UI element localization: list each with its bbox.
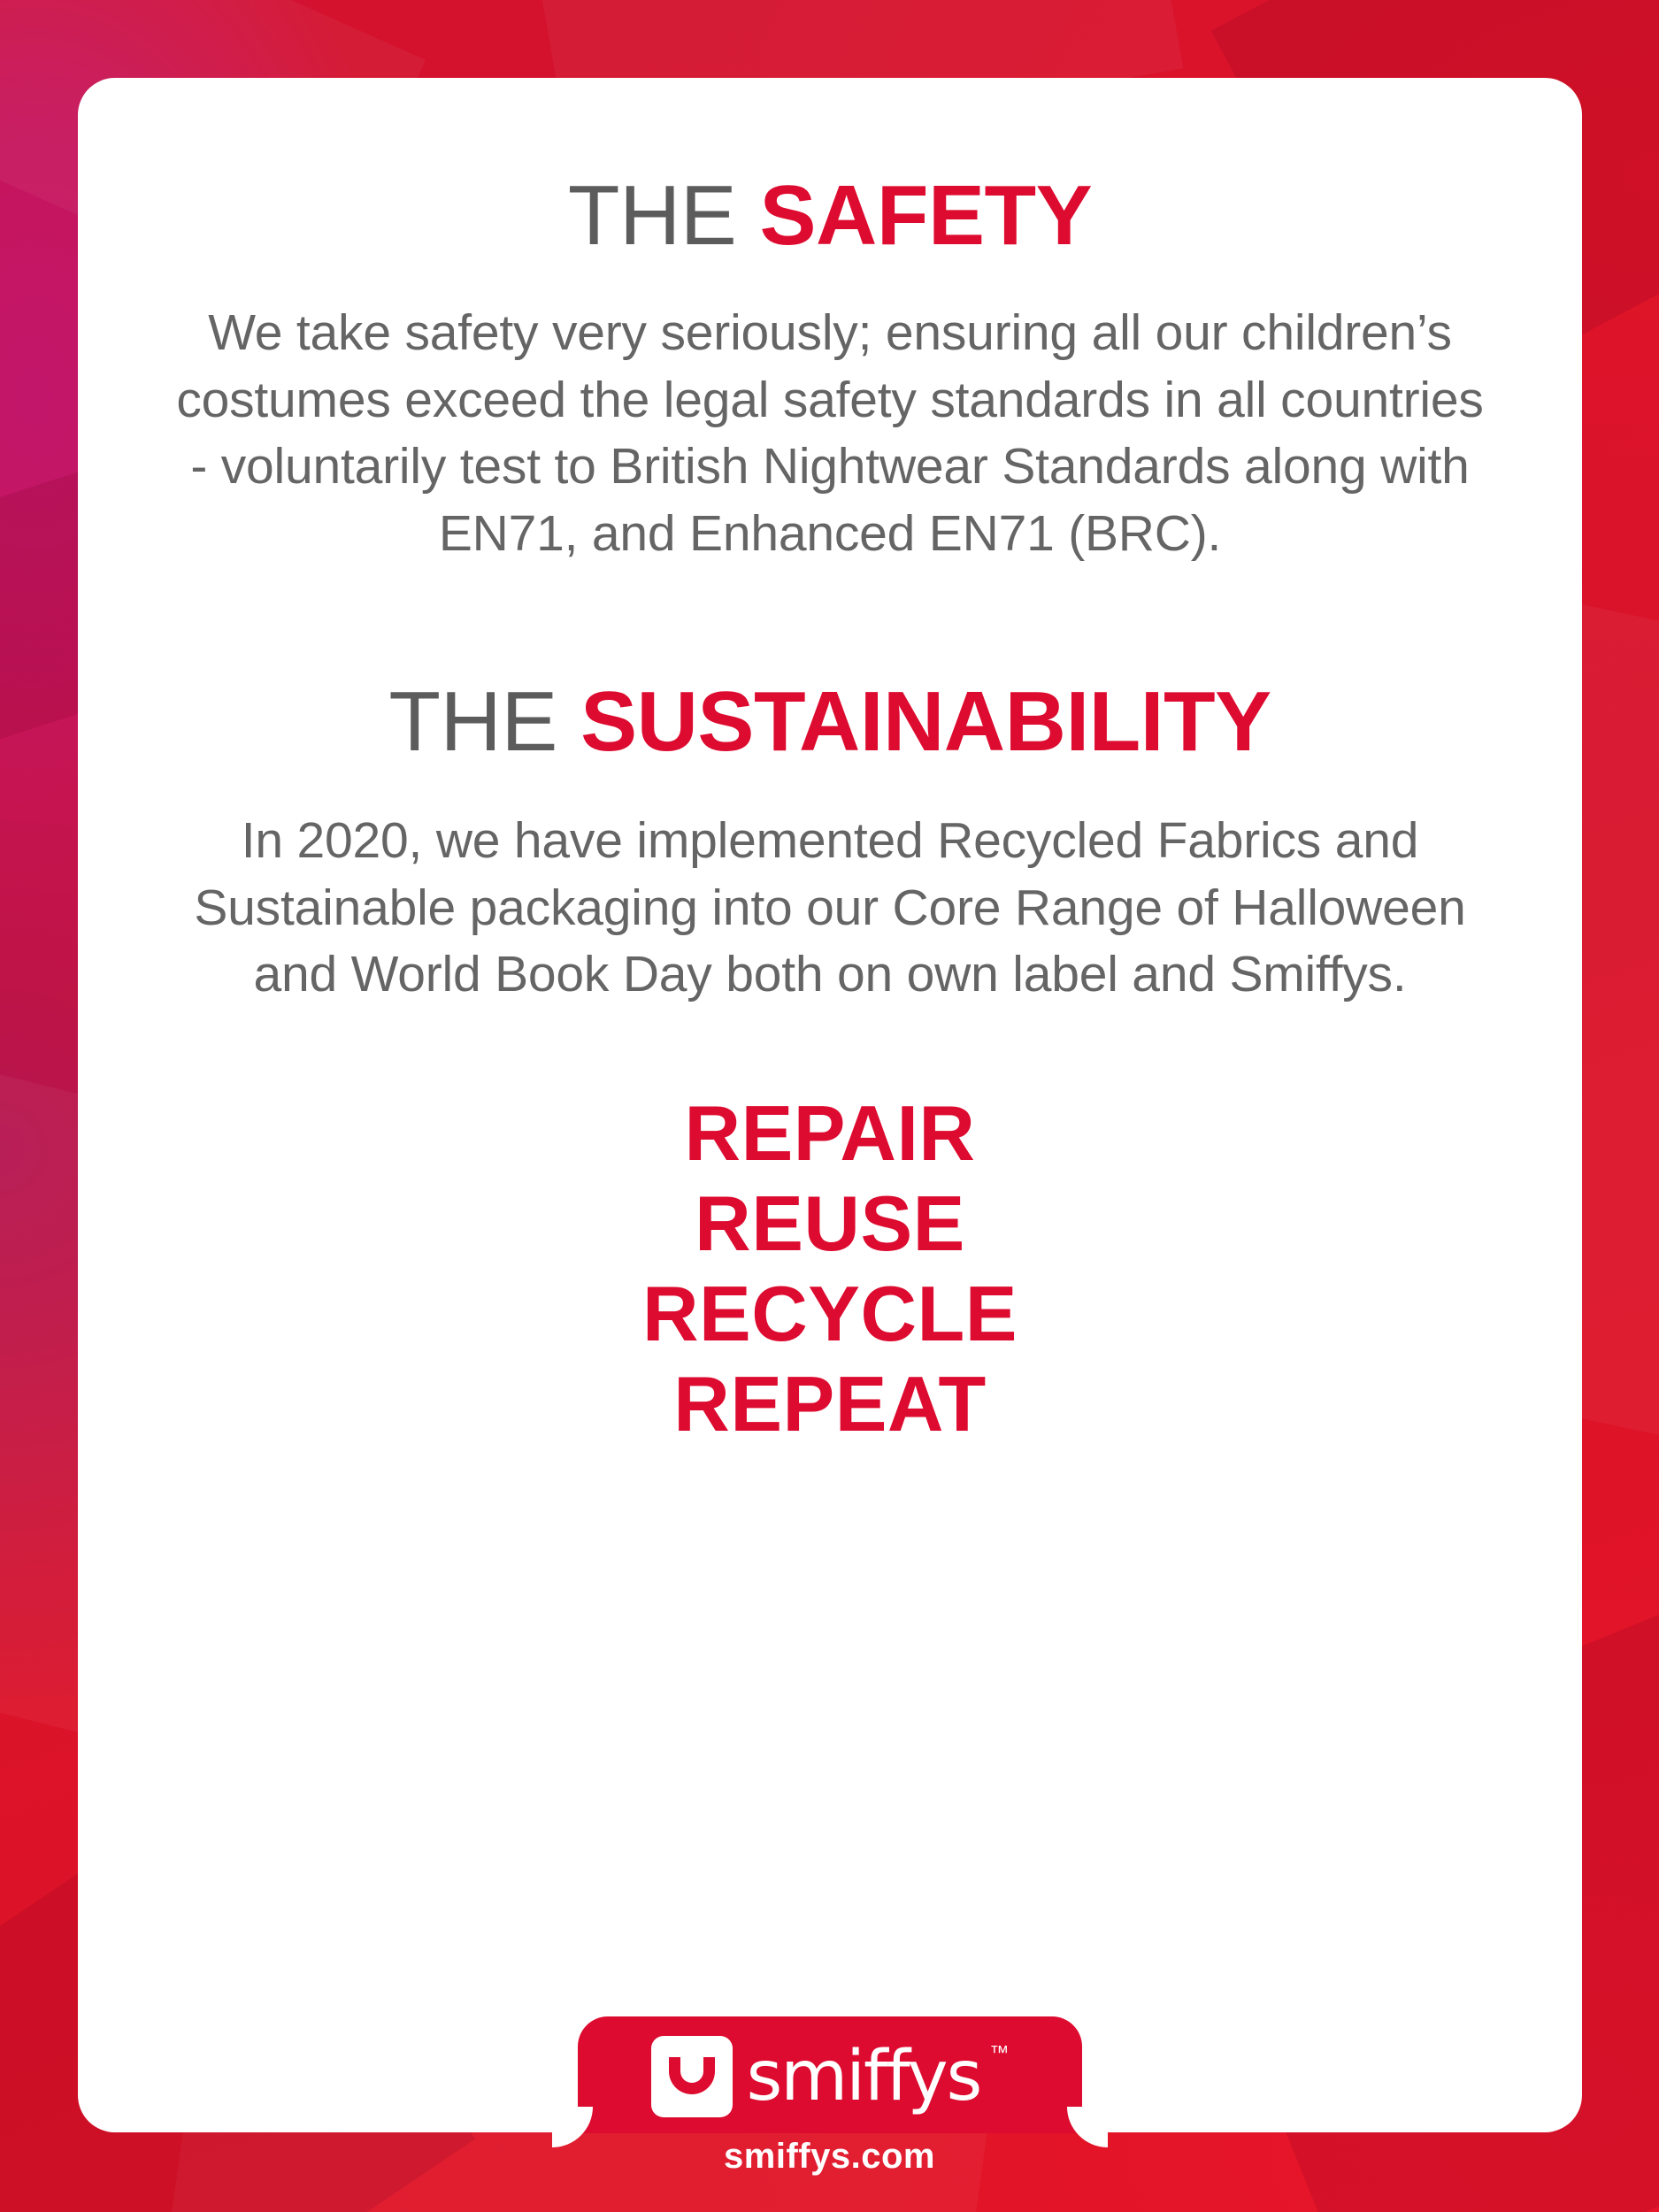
slogan-line-repeat: REPEAT [673, 1360, 987, 1448]
brand-logo-tab [578, 2016, 1082, 2133]
sustainability-body-text: In 2020, we have implemented Recycled Fabrics and Sustainable packaging into our Core Range of Halloween and World Book Day both on own label and Smiffys. [194, 811, 1466, 1003]
content-column [78, 78, 1582, 1449]
safety-body-text: We take safety very seriously; ensuring all our children’s costumes exceed the legal safety standards in all countries - voluntarily test to British Nightwear Standards along with EN71, and Enhanced EN71 (BRC). [176, 303, 1484, 563]
trademark-symbol: ™ [989, 2041, 1010, 2063]
sustainability-heading-prefix: THE [388, 673, 581, 769]
slogan-line-repair: REPAIR [684, 1089, 976, 1178]
smile-curve [669, 2057, 715, 2094]
content-card [78, 78, 1582, 2132]
slogan-line-recycle: RECYCLE [642, 1270, 1018, 1358]
sustainability-heading-accent: SUSTAINABILITY [580, 673, 1271, 769]
slogan-line-reuse: REUSE [695, 1179, 965, 1268]
safety-heading [175, 78, 1485, 261]
smile-square-icon [651, 2036, 733, 2117]
safety-heading-accent: SAFETY [759, 168, 1093, 263]
brand-wordmark: smiffys [746, 2037, 981, 2116]
sustainability-heading [175, 568, 1485, 767]
safety-heading-prefix: THE [567, 168, 760, 263]
website-url[interactable]: smiffys.com [724, 2137, 935, 2176]
brand-logo [651, 2036, 1010, 2117]
slogan-block [175, 1009, 1485, 1449]
